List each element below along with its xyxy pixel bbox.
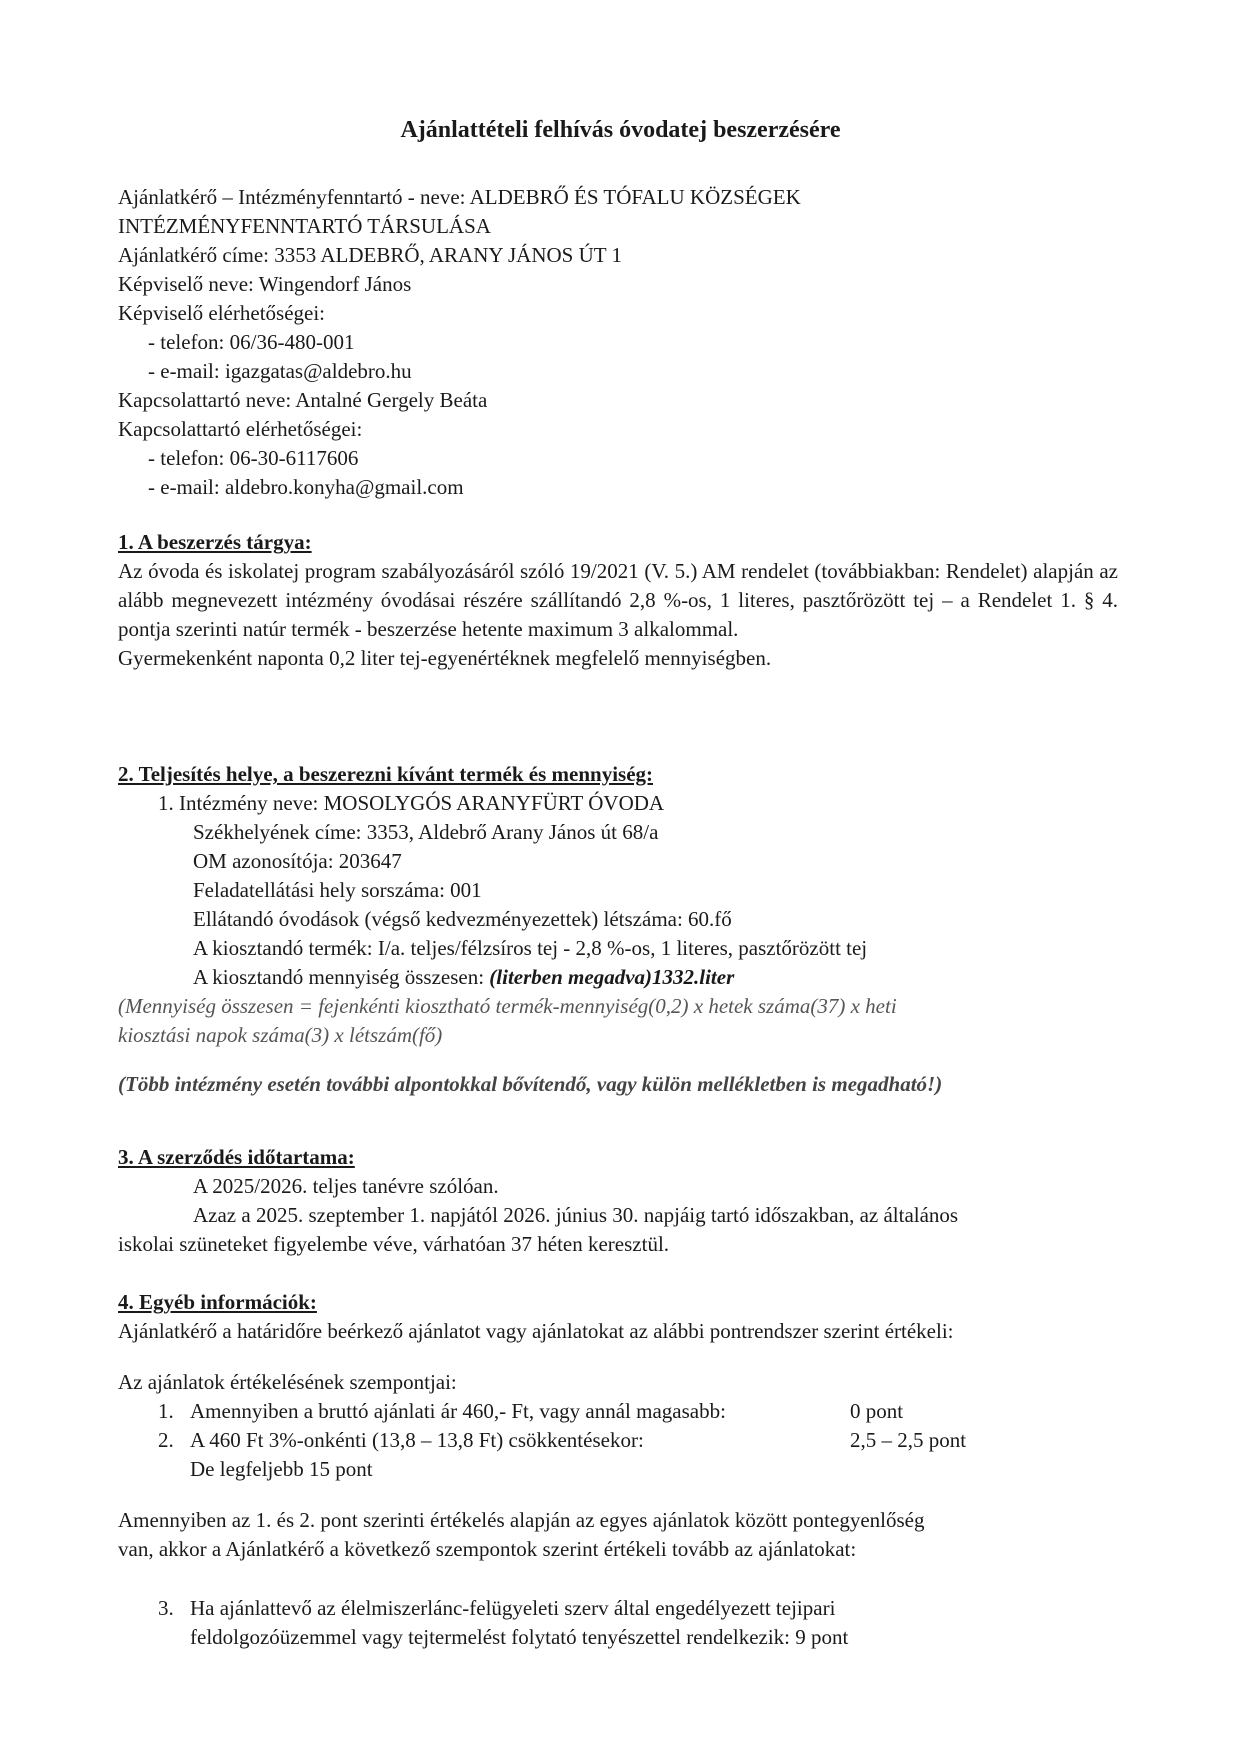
institution-name: 1. Intézmény neve: MOSOLYGÓS ARANYFÜRT ÓVODA (158, 791, 665, 815)
tie-break-text-cont: van, akkor a Ajánlatkérő a következő szempontok szerint értékeli tovább az ajánlatokat: (118, 1537, 857, 1561)
criterion-3-text-cont: feldolgozóüzemmel vagy tejtermelést folytató tenyészettel rendelkezik: 9 pont (190, 1625, 849, 1649)
criterion-3: 3. Ha ajánlattevő az élelmiszerlánc-felügyeleti szerv által engedélyezett tejipari (118, 1594, 1118, 1623)
contact-person-name: Kapcsolattartó neve: Antalné Gergely Beáta (118, 388, 488, 412)
criterion-3-text: Ha ajánlattevő az élelmiszerlánc-felügyeleti szerv által engedélyezett tejipari (190, 1596, 836, 1620)
total-quantity (118, 963, 1118, 992)
criterion-1-text: Amennyiben a bruttó ajánlati ár 460,- Ft, vagy annál magasabb: (190, 1399, 726, 1423)
site-number: Feladatellátási hely sorszáma: 001 (193, 878, 482, 902)
criterion-2: 2. A 460 Ft 3%-onkénti (13,8 – 13,8 Ft) csökkentésekor: 2,5 – 2,5 pont (118, 1426, 1118, 1455)
section-3-heading: 3. A szerződés időtartama: (118, 1145, 355, 1169)
section-2-heading: 2. Teljesítés helye, a beszerezni kívánt termék és mennyiség: (118, 762, 654, 786)
section-1-paragraph: Az óvoda és iskolatej program szabályozásáról szóló 19/2021 (V. 5.) AM rendelet (továbbiakban: Rendelet) alapján az alább megnevezett intézmény óvodásai részére szállítandó 2,8 %-os, 1 literes, pasztőrözött tej – a Rendelet 1. § 4. pontja szerinti natúr termék - beszerzése hetente maximum 3 alkalommal. (118, 559, 1118, 641)
section-1-heading: 1. A beszerzés tárgya: (118, 530, 312, 554)
representative-name: Képviselő neve: Wingendorf János (118, 272, 412, 296)
contract-period: A 2025/2026. teljes tanévre szólóan. (193, 1174, 499, 1198)
contact-block (118, 183, 1118, 502)
section-1 (118, 528, 1118, 673)
criterion-2-text: A 460 Ft 3%-onkénti (13,8 – 13,8 Ft) csökkentésekor: (190, 1428, 644, 1452)
requester-name: Ajánlatkérő – Intézményfenntartó - neve: ALDEBRŐ ÉS TÓFALU KÖZSÉGEK (118, 185, 801, 209)
product-description: A kiosztandó termék: I/a. teljes/félzsíros tej - 2,8 %-os, 1 literes, pasztőrözött tej (193, 936, 868, 960)
children-count: Ellátandó óvodások (végső kedvezményezettek) létszáma: 60.fő (193, 907, 732, 931)
representative-phone: - telefon: 06/36-480-001 (148, 330, 355, 354)
section-2 (118, 760, 1118, 1099)
contract-period-detail-cont: iskolai szüneteket figyelembe véve, várhatóan 37 héten keresztül. (118, 1232, 670, 1256)
quantity-formula-note: (Mennyiség összesen = fejenkénti kiosztható termék-mennyiség(0,2) x hetek száma(37) x heti (118, 994, 897, 1018)
contact-person-email: - e-mail: aldebro.konyha@gmail.com (148, 475, 464, 499)
evaluation-intro: Ajánlatkérő a határidőre beérkező ajánlatot vagy ajánlatokat az alábbi pontrendszer szerint értékeli: (118, 1319, 954, 1343)
contract-period-detail: Azaz a 2025. szeptember 1. napjától 2026. június 30. napjáig tartó időszakban, az általános (193, 1203, 959, 1227)
document-title: Ajánlattételi felhívás óvodatej beszerzésére (400, 117, 841, 143)
criterion-2-cap: De legfeljebb 15 pont (190, 1457, 373, 1481)
evaluation-criteria-label: Az ajánlatok értékelésének szempontjai: (118, 1370, 457, 1394)
tie-break-text: Amennyiben az 1. és 2. pont szerinti értékelés alapján az egyes ajánlatok között pontegyenlőség (118, 1508, 925, 1532)
representative-email: - e-mail: igazgatas@aldebro.hu (148, 359, 412, 383)
multiple-institutions-note: (Több intézmény esetén további alpontokkal bővítendő, vagy külön mellékletben is megadható!) (118, 1072, 943, 1096)
requester-name-cont: INTÉZMÉNYFENNTARTÓ TÁRSULÁSA (118, 214, 491, 238)
institution-address: Székhelyének címe: 3353, Aldebrő Arany János út 68/a (193, 820, 659, 844)
section-1-paragraph-2: Gyermekenként naponta 0,2 liter tej-egyenértéknek megfelelő mennyiségben. (118, 646, 772, 670)
representative-contacts-label: Képviselő elérhetőségei: (118, 301, 326, 325)
criterion-1: 1. Amennyiben a bruttó ajánlati ár 460,- Ft, vagy annál magasabb: 0 pont (118, 1397, 1118, 1426)
criterion-1-points: 0 pont (850, 1399, 904, 1423)
requester-address: Ajánlatkérő címe: 3353 ALDEBRŐ, ARANY JÁNOS ÚT 1 (118, 243, 622, 267)
section-4 (118, 1288, 1118, 1652)
contact-person-phone: - telefon: 06-30-6117606 (148, 446, 359, 470)
total-quantity-label: A kiosztandó mennyiség összesen: (193, 965, 490, 989)
section-4-heading: 4. Egyéb információk: (118, 1290, 317, 1314)
total-quantity-value: (literben megadva)1332.liter (489, 965, 735, 989)
contact-person-contacts-label: Kapcsolattartó elérhetőségei: (118, 417, 363, 441)
institution-om-id: OM azonosítója: 203647 (193, 849, 402, 873)
section-3 (118, 1143, 1118, 1259)
quantity-formula-note-cont: kiosztási napok száma(3) x létszám(fő) (118, 1023, 443, 1047)
criterion-2-points: 2,5 – 2,5 pont (850, 1428, 967, 1452)
